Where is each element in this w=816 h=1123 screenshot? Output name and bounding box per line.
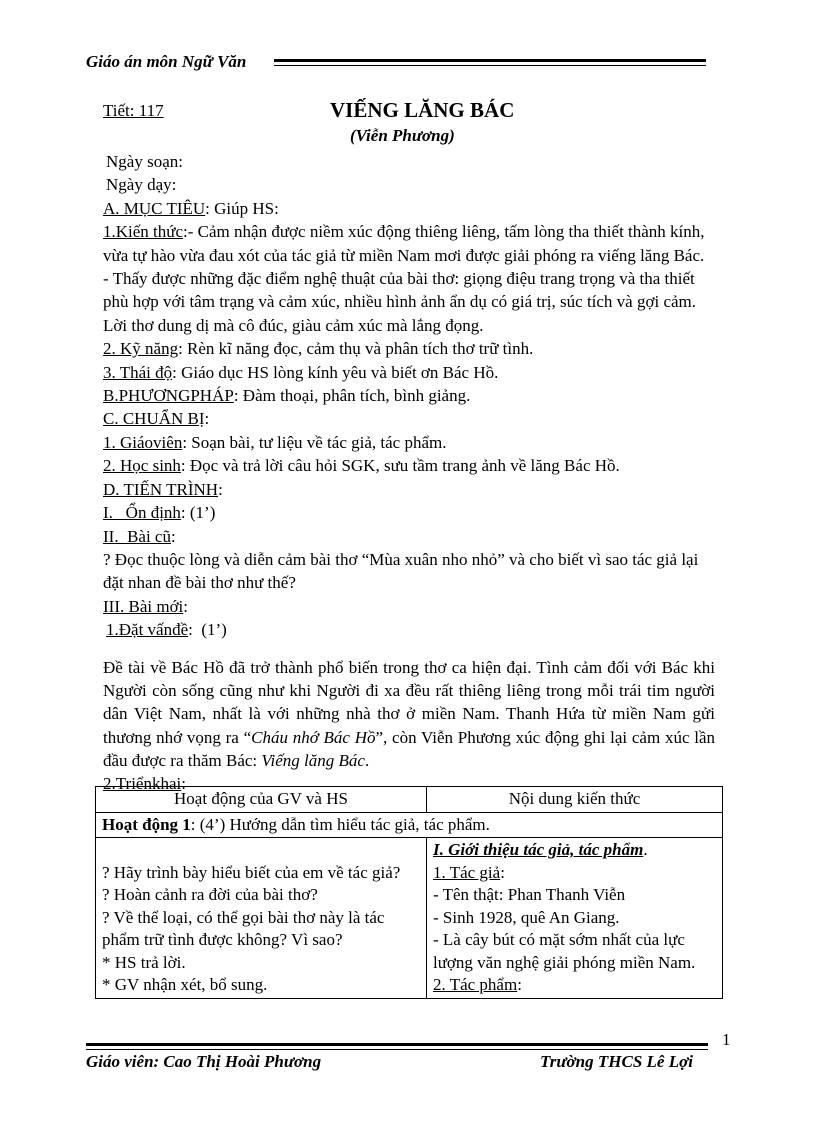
method-text: : Đàm thoại, phân tích, bình giảng. bbox=[233, 386, 471, 406]
intro-text-end: . bbox=[364, 750, 370, 770]
work-heading-label: 2. Tác phẩm bbox=[433, 975, 518, 994]
question-author: ? Hãy trình bày hiểu biết của em về tác giả? bbox=[102, 862, 401, 882]
objectives-rest: : Giúp HS: bbox=[205, 198, 279, 218]
table-header-row bbox=[96, 787, 723, 813]
knowledge-paragraph-2: - Thấy được những đặc điểm nghệ thuật của bài thơ: giọng điệu trang trọng và tha thiết phù hợp với tâm trạng và cảm xúc, nhiều hình ảnh ẩn dụ có giá trị, súc tích và gợi cảm. Lời thơ dung dị mà cô đúc, giàu cảm xúc mà lắng đọng. bbox=[103, 269, 697, 335]
content-heading bbox=[433, 839, 716, 862]
question-context: ? Hoàn cảnh ra đời của bài thơ? bbox=[102, 885, 318, 904]
teacher-prep-text: : Soạn bài, tư liệu về tác giả, tác phẩm. bbox=[182, 432, 447, 452]
footer-rule bbox=[86, 1043, 708, 1050]
col-header-content: Nội dung kiến thức bbox=[427, 787, 723, 813]
author-heading-label: 1. Tác giả bbox=[433, 862, 501, 882]
author-birth: - Sinh 1928, quê An Giang. bbox=[433, 907, 620, 927]
procedure-heading bbox=[103, 478, 715, 501]
prep-rest: : bbox=[204, 409, 210, 429]
procedure-label: D. TIẾN TRÌNH bbox=[103, 479, 219, 499]
skills-paragraph bbox=[103, 337, 715, 360]
develop-label: 2.Triểnkhai bbox=[103, 774, 182, 794]
lesson-body bbox=[103, 150, 715, 642]
stabilize-label: I. Ổn định bbox=[103, 503, 181, 523]
method-label: B.PHƯƠNGPHÁP bbox=[103, 386, 234, 406]
content-cell bbox=[427, 838, 723, 999]
lesson-plan-table bbox=[95, 786, 723, 999]
student-answer: * HS trả lời. bbox=[102, 952, 186, 972]
stabilize-heading bbox=[103, 501, 715, 524]
teacher-comment: * GV nhận xét, bổ sung. bbox=[102, 975, 268, 994]
attitude-text: : Giáo dục HS lòng kính yêu và biết ơn Bác Hồ. bbox=[172, 362, 499, 382]
footer-school: Trường THCS Lê Lợi bbox=[540, 1052, 693, 1071]
work-heading-rest: : bbox=[517, 975, 522, 994]
activity-1-cell bbox=[96, 812, 723, 838]
lesson-author: (Viễn Phương) bbox=[350, 126, 455, 145]
lesson-number: Tiết: 117 bbox=[103, 101, 164, 120]
develop-rest: : bbox=[181, 774, 186, 794]
review-rest: : bbox=[170, 526, 176, 546]
student-prep bbox=[103, 454, 715, 477]
page-number: 1 bbox=[722, 1030, 731, 1049]
teacher-prep bbox=[103, 431, 715, 454]
review-label: II. Bài cũ bbox=[103, 526, 171, 546]
header-title: Giáo án môn Ngữ Văn bbox=[86, 52, 247, 71]
activity-1-text: : (4’) Hướng dẫn tìm hiểu tác giả, tác phẩm. bbox=[190, 814, 490, 834]
intro-text-2: ”, còn Viễn Phương xúc động ghi lại cảm xúc lần đầu được ra thăm Bác: bbox=[103, 727, 715, 770]
review-heading bbox=[103, 525, 715, 548]
student-prep-text: : Đọc và trả lời câu hỏi SGK, sưu tầm trang ảnh về lăng Bác Hồ. bbox=[180, 456, 620, 476]
content-heading-label: I. Giới thiệu tác giả, tác phẩm bbox=[433, 840, 644, 859]
author-heading-rest: : bbox=[500, 862, 505, 882]
attitude-paragraph bbox=[103, 361, 715, 384]
header-rule bbox=[274, 59, 706, 66]
review-question: ? Đọc thuộc lòng và diễn cảm bài thơ “Mùa xuân nho nhỏ” và cho biết vì sao tác giả lại đặt nhan đề bài thơ như thế? bbox=[103, 549, 699, 593]
content-heading-dot: . bbox=[643, 840, 648, 859]
intro-text-1: Đề tài về Bác Hồ đã trở thành phổ biến trong thơ ca hiện đại. Tình cảm đối với Bác khi Người còn sống cũng như khi Người đi xa đều rất thiêng liêng trong mỗi trái tim người dân Việt Nam, nhất là với những nhà thơ ở miền Nam. Thanh Hứa từ miền Nam gửi thương nhớ vọng ra “ bbox=[103, 658, 715, 747]
knowledge-label: 1.Kiến thức bbox=[103, 222, 184, 242]
intro-label: 1.Đặt vấnđề bbox=[106, 620, 189, 640]
intro-heading bbox=[103, 618, 715, 641]
objectives-heading bbox=[103, 197, 715, 220]
activity-1-label: Hoạt động 1 bbox=[102, 814, 191, 834]
activities-cell bbox=[96, 838, 427, 999]
intro-section bbox=[103, 656, 715, 795]
table-row-content bbox=[96, 838, 723, 999]
teach-date: Ngày dạy: bbox=[106, 175, 177, 195]
teacher-prep-label: 1. Giáoviên bbox=[103, 432, 183, 452]
prep-label: C. CHUẨN BỊ bbox=[103, 409, 205, 429]
new-lesson-heading bbox=[103, 595, 715, 618]
method-paragraph bbox=[103, 384, 715, 407]
skills-text: : Rèn kĩ năng đọc, cảm thụ và phân tích thơ trữ tình. bbox=[178, 339, 534, 359]
knowledge-text: :- Cảm nhận được niềm xúc động thiêng liêng, tấm lòng tha thiết thành kính, vừa tự hào vừa đau xót của tác giả từ miền Nam mơi được giải phóng ra viếng lăng Bác. bbox=[103, 222, 705, 265]
prep-date: Ngày soạn: bbox=[106, 152, 183, 171]
footer-teacher: Giáo viên: Cao Thị Hoài Phương bbox=[86, 1052, 322, 1071]
lesson-title: VIẾNG LĂNG BÁC bbox=[330, 98, 515, 122]
intro-paragraph bbox=[103, 656, 715, 772]
procedure-rest: : bbox=[218, 479, 223, 499]
skills-label: 2. Kỹ năng bbox=[103, 339, 179, 359]
author-real-name: - Tên thật: Phan Thanh Viễn bbox=[433, 885, 626, 904]
new-lesson-label: III. Bài mới bbox=[103, 596, 184, 616]
attitude-label: 3. Thái độ bbox=[103, 362, 173, 382]
work-heading bbox=[433, 974, 716, 997]
stabilize-rest: : (1’) bbox=[180, 503, 216, 523]
intro-rest: : (1’) bbox=[188, 620, 227, 640]
prep-heading bbox=[103, 407, 715, 430]
table-row-activity-1 bbox=[96, 812, 723, 838]
knowledge-paragraph bbox=[103, 220, 715, 267]
student-prep-label: 2. Học sinh bbox=[103, 456, 181, 476]
author-heading bbox=[433, 862, 716, 885]
objectives-label: A. MỤC TIÊU bbox=[103, 198, 206, 218]
question-genre: ? Về thể loại, có thể gọi bài thơ này là tác phẩm trữ tình được không? Vì sao? bbox=[102, 907, 385, 949]
col-header-activities: Hoạt động của GV và HS bbox=[96, 787, 427, 813]
page-header bbox=[86, 50, 708, 78]
intro-poem-title-1: Cháu nhớ Bác Hồ bbox=[251, 727, 376, 747]
new-lesson-rest: : bbox=[183, 596, 189, 616]
intro-poem-title-2: Viếng lăng Bác bbox=[261, 750, 365, 770]
author-role: - Là cây bút có mặt sớm nhất của lực lượng văn nghệ giải phóng miền Nam. bbox=[433, 930, 696, 972]
